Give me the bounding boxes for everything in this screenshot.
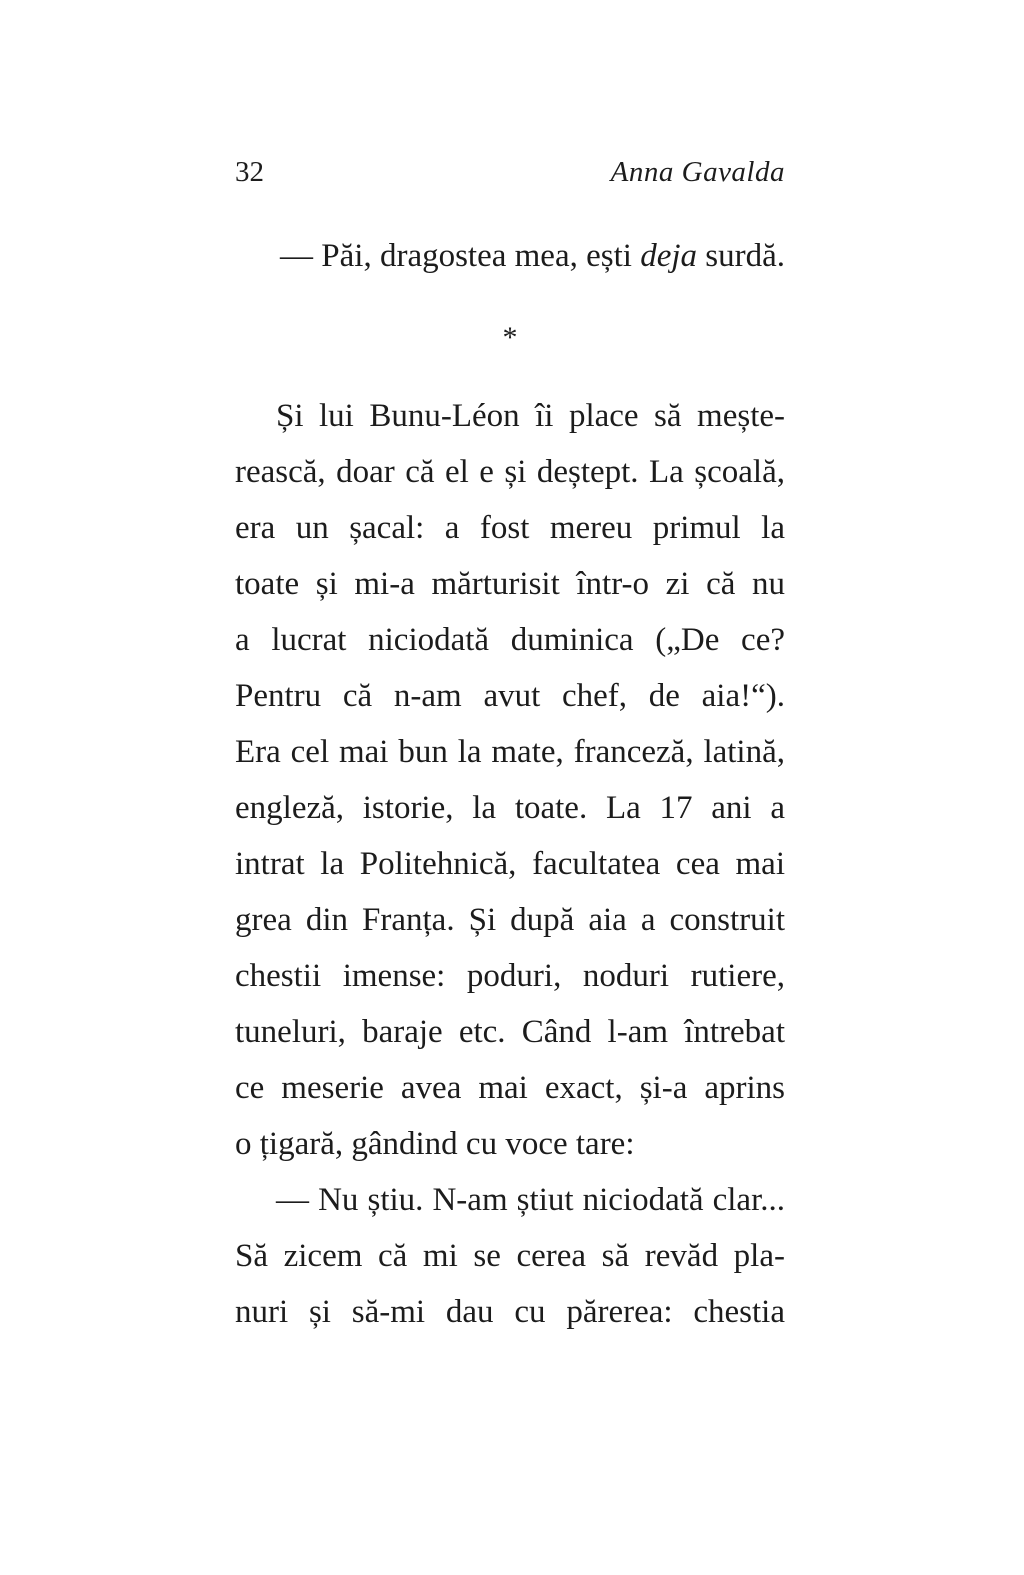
text-line: toate și mi-a mărturisit într-o zi că nu bbox=[235, 566, 785, 602]
text-line: nuri și să-mi dau cu părerea: chestia bbox=[235, 1294, 785, 1330]
text-line: o țigară, gândind cu voce tare: bbox=[235, 1126, 635, 1162]
text-line: intrat la Politehnică, facultatea cea mai bbox=[235, 846, 785, 882]
page-number: 32 bbox=[235, 156, 264, 188]
text-line: rească, doar că el e și deștept. La școală, bbox=[235, 454, 785, 490]
text-line: chestii imense: poduri, noduri rutiere, bbox=[235, 958, 785, 994]
text-line: Pentru că n-am avut chef, de aia!“). bbox=[235, 678, 785, 714]
dialogue-emphasis: deja bbox=[640, 238, 698, 274]
text-line: Să zicem că mi se cerea să revăd pla- bbox=[235, 1238, 785, 1274]
section-separator: * bbox=[502, 321, 518, 354]
text-line: engleză, istorie, la toate. La 17 ani a bbox=[235, 790, 785, 826]
dialogue-text-before: — Păi, dragostea mea, ești bbox=[280, 238, 641, 274]
text-line: ce meserie avea mai exact, și-a aprins bbox=[235, 1070, 785, 1106]
body-paragraphs bbox=[235, 388, 785, 1340]
dialogue-line-top bbox=[235, 228, 785, 284]
dialogue-line: — Nu știu. N-am știut niciodată clar... bbox=[276, 1182, 785, 1218]
text-line: era un șacal: a fost mereu primul la bbox=[235, 510, 785, 546]
text-line: grea din Franța. Și după aia a construit bbox=[235, 902, 785, 938]
dialogue-text-after: surdă. bbox=[697, 238, 785, 274]
text-line: Era cel mai bun la mate, franceză, latină, bbox=[235, 734, 785, 770]
author-name: Anna Gavalda bbox=[610, 156, 785, 188]
text-line: Și lui Bunu-Léon îi place să mește- bbox=[276, 398, 785, 434]
text-line bbox=[235, 228, 785, 284]
text-line: a lucrat niciodată duminica („De ce? bbox=[235, 622, 785, 658]
text-line: tuneluri, baraje etc. Când l-am întrebat bbox=[235, 1014, 785, 1050]
running-head bbox=[235, 150, 785, 194]
